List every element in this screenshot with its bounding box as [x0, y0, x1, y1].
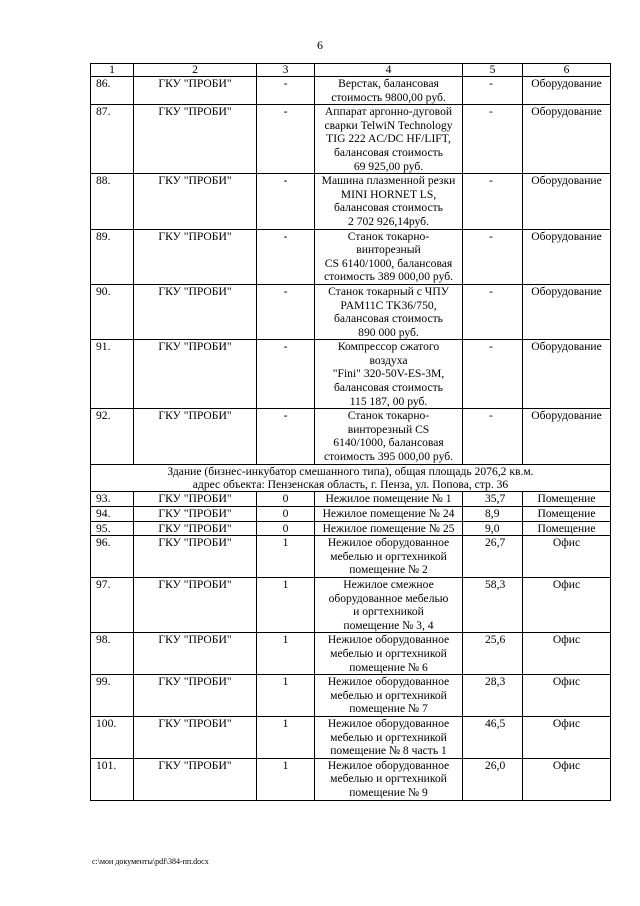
floor-value: -	[257, 105, 315, 174]
description-line: балансовая стоимость	[334, 381, 443, 395]
header-col-4: 4	[315, 64, 463, 77]
section-heading-line: Здание (бизнес-инкубатор смешанного типа), общая площадь 2076,2 кв.м.	[167, 464, 534, 478]
item-type: Оборудование	[523, 77, 611, 105]
table-row	[91, 77, 611, 105]
row-number: 101.	[91, 758, 134, 800]
floor-value: -	[257, 284, 315, 339]
area-value: -	[463, 340, 523, 409]
description-line: помещение № 2	[349, 563, 428, 577]
description-line: стоимость 9800,00 руб.	[331, 90, 446, 104]
row-number: 99.	[91, 675, 134, 717]
row-number: 86.	[91, 77, 134, 105]
section-heading-row	[91, 464, 611, 492]
area-value: 35,7	[463, 492, 523, 507]
item-type: Офис	[523, 675, 611, 717]
table-row	[91, 716, 611, 758]
description-line: Нежилое оборудованное	[327, 633, 450, 647]
description-line: балансовая стоимость	[334, 201, 443, 215]
header-col-5: 5	[463, 64, 523, 77]
description-line: помещение № 8 часть 1	[330, 744, 447, 758]
row-number: 88.	[91, 174, 134, 229]
item-description	[315, 758, 463, 800]
description-line: мебелью и оргтехникой	[330, 772, 447, 786]
row-number: 94.	[91, 507, 134, 522]
table-row	[91, 409, 611, 464]
item-description	[315, 105, 463, 174]
description-line: помещение № 7	[349, 702, 428, 716]
item-description	[315, 521, 463, 536]
description-line: помещение № 6	[349, 660, 428, 674]
item-description	[315, 77, 463, 105]
description-line: Нежилое оборудованное	[327, 716, 450, 730]
row-number: 90.	[91, 284, 134, 339]
organization-name: ГКУ "ПРОБИ"	[134, 633, 257, 675]
page-number: 6	[317, 38, 323, 52]
description-line: 115 187, 00 руб.	[349, 394, 428, 408]
area-value: 58,3	[463, 578, 523, 633]
description-line: мебелью и оргтехникой	[330, 646, 447, 660]
organization-name: ГКУ "ПРОБИ"	[134, 174, 257, 229]
item-description	[315, 716, 463, 758]
organization-name: ГКУ "ПРОБИ"	[134, 521, 257, 536]
description-line: стоимость 395 000,00 руб.	[323, 450, 454, 464]
description-line: мебелью и оргтехникой	[330, 549, 447, 563]
item-type: Оборудование	[523, 229, 611, 284]
item-type: Помещение	[523, 492, 611, 507]
organization-name: ГКУ "ПРОБИ"	[134, 716, 257, 758]
section-heading	[91, 464, 611, 492]
table-row	[91, 578, 611, 633]
organization-name: ГКУ "ПРОБИ"	[134, 340, 257, 409]
floor-value: 1	[257, 758, 315, 800]
header-col-1: 1	[91, 64, 134, 77]
table-row	[91, 675, 611, 717]
description-line: винторезный	[356, 243, 421, 257]
description-line: TIG 222 AC/DC HF/LIFT,	[326, 132, 451, 146]
description-line: балансовая стоимость	[334, 312, 443, 326]
description-line: мебелью и оргтехникой	[330, 730, 447, 744]
area-value: 9,0	[463, 521, 523, 536]
area-value: 46,5	[463, 716, 523, 758]
description-line: Компрессор сжатого	[337, 340, 440, 354]
item-description	[315, 507, 463, 522]
description-line: 6140/1000, балансовая	[333, 436, 444, 450]
area-value: 8,9	[463, 507, 523, 522]
description-line: Нежилое оборудованное	[327, 758, 450, 772]
floor-value: 0	[257, 492, 315, 507]
area-value: -	[463, 229, 523, 284]
property-register-table	[90, 63, 611, 801]
area-value: -	[463, 77, 523, 105]
table-row	[91, 105, 611, 174]
description-line: 2 702 926,14руб.	[348, 214, 429, 228]
row-number: 96.	[91, 536, 134, 578]
item-description	[315, 633, 463, 675]
row-number: 93.	[91, 492, 134, 507]
description-line: оборудованное мебелью	[328, 591, 449, 605]
item-description	[315, 536, 463, 578]
item-description	[315, 675, 463, 717]
floor-value: 1	[257, 633, 315, 675]
description-line: мебелью и оргтехникой	[330, 688, 447, 702]
item-type: Оборудование	[523, 174, 611, 229]
header-col-2: 2	[134, 64, 257, 77]
area-value: -	[463, 174, 523, 229]
table-row	[91, 507, 611, 522]
row-number: 91.	[91, 340, 134, 409]
floor-value: -	[257, 229, 315, 284]
item-type: Офис	[523, 633, 611, 675]
section-heading-line: адрес объекта: Пензенская область, г. Пенза, ул. Попова, стр. 36	[192, 478, 509, 492]
item-type: Офис	[523, 578, 611, 633]
description-line: Станок токарно-	[347, 409, 430, 423]
description-line: 890 000 руб.	[358, 325, 419, 339]
organization-name: ГКУ "ПРОБИ"	[134, 675, 257, 717]
item-type: Помещение	[523, 507, 611, 522]
item-description	[315, 340, 463, 409]
description-line: Машина плазменной резки	[321, 174, 456, 188]
description-line: помещение № 3, 4	[343, 618, 434, 632]
description-line: и оргтехникой	[353, 605, 424, 619]
floor-value: 1	[257, 578, 315, 633]
floor-value: 1	[257, 536, 315, 578]
area-value: -	[463, 284, 523, 339]
description-line: Станок токарный с ЧПУ	[328, 284, 449, 298]
description-line: Верстак, балансовая	[338, 77, 439, 90]
item-description	[315, 229, 463, 284]
floor-value: -	[257, 174, 315, 229]
description-line: Нежилое смежное	[343, 578, 434, 591]
item-type: Оборудование	[523, 409, 611, 464]
organization-name: ГКУ "ПРОБИ"	[134, 492, 257, 507]
row-number: 87.	[91, 105, 134, 174]
floor-value: -	[257, 340, 315, 409]
table-row	[91, 536, 611, 578]
description-line: Нежилое оборудованное	[327, 536, 450, 550]
floor-value: 0	[257, 507, 315, 522]
organization-name: ГКУ "ПРОБИ"	[134, 229, 257, 284]
description-line: MINI HORNET LS,	[340, 187, 437, 201]
floor-value: -	[257, 409, 315, 464]
row-number: 100.	[91, 716, 134, 758]
floor-value: 1	[257, 716, 315, 758]
organization-name: ГКУ "ПРОБИ"	[134, 77, 257, 105]
description-line: PAM11C TK36/750,	[340, 298, 437, 312]
header-col-6: 6	[523, 64, 611, 77]
organization-name: ГКУ "ПРОБИ"	[134, 578, 257, 633]
item-description	[315, 284, 463, 339]
description-line: помещение № 9	[349, 785, 428, 799]
table-row	[91, 521, 611, 536]
item-type: Оборудование	[523, 284, 611, 339]
footer-file-path: c:\мои документы\pdf\384-пп.docx	[92, 857, 209, 866]
description-line: воздуха	[369, 353, 408, 367]
table-header-row	[91, 64, 611, 77]
description-line: Станок токарно-	[347, 229, 430, 243]
description-line: Нежилое оборудованное	[327, 675, 450, 689]
description-line: Нежилое помещение № 1	[325, 492, 452, 506]
item-type: Офис	[523, 758, 611, 800]
item-description	[315, 492, 463, 507]
table-row	[91, 758, 611, 800]
description-line: стоимость 389 000,00 руб.	[323, 270, 454, 284]
organization-name: ГКУ "ПРОБИ"	[134, 284, 257, 339]
description-line: сварки TelwiN Technology	[324, 118, 453, 132]
item-type: Оборудование	[523, 105, 611, 174]
area-value: 25,6	[463, 633, 523, 675]
table-row	[91, 229, 611, 284]
area-value: 26,7	[463, 536, 523, 578]
organization-name: ГКУ "ПРОБИ"	[134, 507, 257, 522]
area-value: -	[463, 105, 523, 174]
floor-value: 0	[257, 521, 315, 536]
table-row	[91, 492, 611, 507]
row-number: 92.	[91, 409, 134, 464]
row-number: 97.	[91, 578, 134, 633]
table-row	[91, 340, 611, 409]
description-line: 69 925,00 руб.	[353, 159, 424, 173]
item-type: Помещение	[523, 521, 611, 536]
area-value: 28,3	[463, 675, 523, 717]
table-row	[91, 284, 611, 339]
organization-name: ГКУ "ПРОБИ"	[134, 536, 257, 578]
row-number: 98.	[91, 633, 134, 675]
header-col-3: 3	[257, 64, 315, 77]
description-line: Нежилое помещение № 25	[322, 521, 455, 535]
description-line: винторезный CS	[347, 422, 430, 436]
item-type: Оборудование	[523, 340, 611, 409]
item-description	[315, 578, 463, 633]
description-line: балансовая стоимость	[334, 145, 443, 159]
area-value: -	[463, 409, 523, 464]
floor-value: -	[257, 77, 315, 105]
item-type: Офис	[523, 716, 611, 758]
organization-name: ГКУ "ПРОБИ"	[134, 758, 257, 800]
description-line: "Fini" 320-50V-ES-3M,	[332, 367, 445, 381]
row-number: 89.	[91, 229, 134, 284]
item-description	[315, 409, 463, 464]
description-line: Аппарат аргонно-дуговой	[324, 105, 453, 119]
item-type: Офис	[523, 536, 611, 578]
table-row	[91, 633, 611, 675]
area-value: 26,0	[463, 758, 523, 800]
organization-name: ГКУ "ПРОБИ"	[134, 409, 257, 464]
table-row	[91, 174, 611, 229]
organization-name: ГКУ "ПРОБИ"	[134, 105, 257, 174]
floor-value: 1	[257, 675, 315, 717]
item-description	[315, 174, 463, 229]
description-line: CS 6140/1000, балансовая	[324, 256, 453, 270]
row-number: 95.	[91, 521, 134, 536]
description-line: Нежилое помещение № 24	[322, 507, 455, 521]
